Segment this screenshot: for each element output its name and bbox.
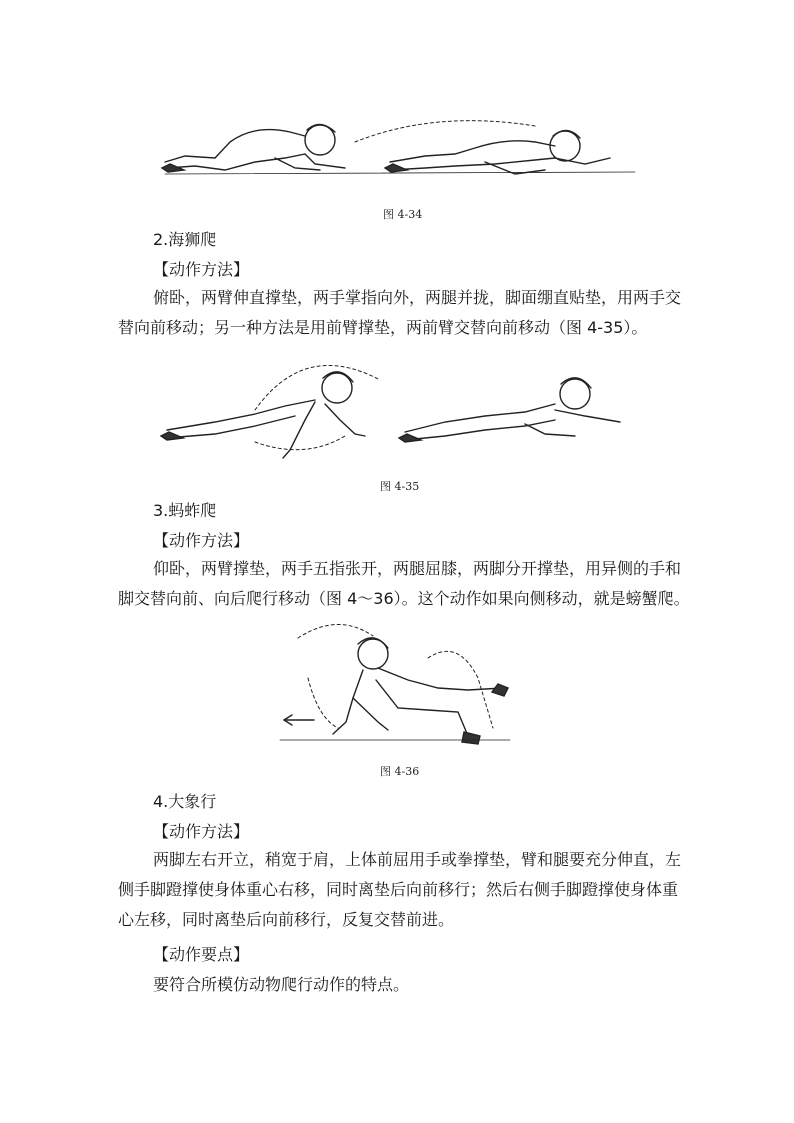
section-paragraph: [118, 845, 682, 935]
section-paragraph: [118, 554, 690, 614]
section-label: 【动作方法】: [153, 260, 250, 279]
section-heading: 4.大象行: [153, 792, 217, 811]
section-label: 【动作方法】: [153, 531, 250, 550]
key-points-text: 要符合所模仿动物爬行动作的特点。: [153, 975, 410, 994]
figure-caption: 图 4-35: [380, 480, 420, 493]
figure-caption: 图 4-36: [380, 765, 420, 778]
paragraph-line: 仰卧，两臂撑垫，两手五指张开，两腿屈膝，两脚分开撑垫，用异侧的手和: [153, 559, 682, 578]
paragraph-line: 心左移，同时离垫后向前移行，反复交替前进。: [118, 910, 455, 929]
figure-4-35-illustration: [155, 350, 645, 468]
paragraph-line: 脚交替向前、向后爬行移动（图 4～36）。这个动作如果向侧移动，就是螃蟹爬。: [118, 589, 690, 608]
figure-4-34-illustration: [155, 112, 645, 194]
figure-caption: 图 4-34: [383, 208, 423, 221]
paragraph-line: 俯卧，两臂伸直撑垫，两手掌指向外，两腿并拢，脚面绷直贴垫，用两手交: [153, 288, 682, 307]
figure-4-36-illustration: [278, 618, 514, 760]
paragraph-line: 替向前移动；另一种方法是用前臂撑垫，两前臂交替向前移动（图 4-35）。: [118, 318, 648, 337]
section-paragraph: [118, 283, 682, 343]
section-label-key-points: 【动作要点】: [153, 945, 250, 964]
section-label: 【动作方法】: [153, 822, 250, 841]
paragraph-line: 侧手脚蹬撑使身体重心右移，同时离垫后向前移行；然后右侧手脚蹬撑使身体重: [118, 880, 679, 899]
section-heading: 3.蚂蚱爬: [153, 501, 217, 520]
paragraph-line: 两脚左右开立，稍宽于肩，上体前屈用手或拳撑垫，臂和腿要充分伸直，左: [153, 850, 682, 869]
section-heading: 2.海狮爬: [153, 230, 217, 249]
